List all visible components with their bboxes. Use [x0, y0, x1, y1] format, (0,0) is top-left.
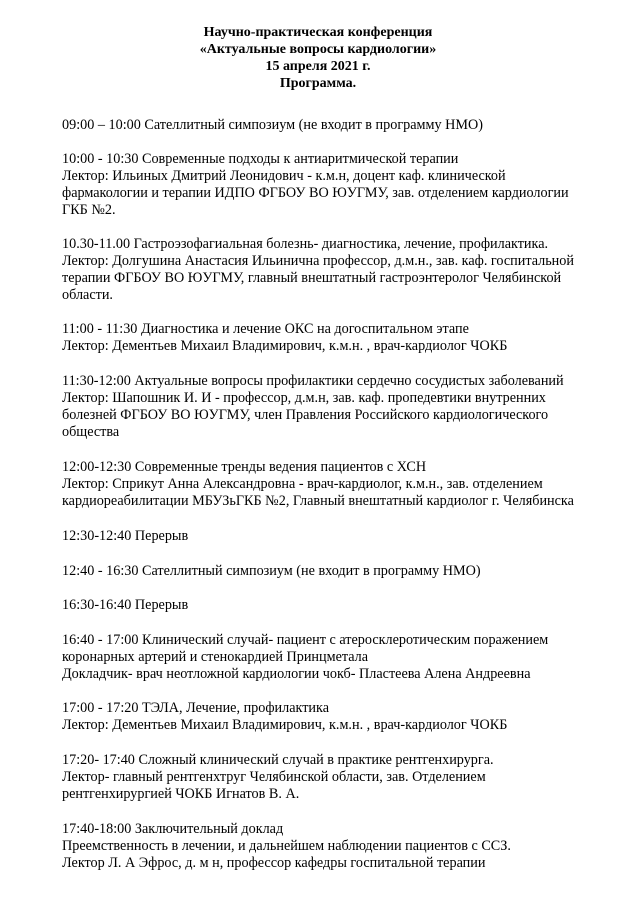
item-lecturer: Лектор: Ильиных Дмитрий Леонидович - к.м.н, доцент каф. клинической: [62, 168, 506, 184]
program-item-0900: [62, 117, 632, 134]
item-time-title: 11:00 - 11:30 Диагностика и лечение ОКС на догоспитальном этапе: [62, 321, 469, 337]
item-time-title: 09:00 – 10:00 Сателлитный симпозиум (не входит в программу НМО): [62, 117, 483, 133]
item-lecturer-cont: общества: [62, 424, 120, 440]
conference-type: Научно-практическая конференция: [203, 25, 433, 40]
conference-date: 15 апреля 2021 г.: [265, 59, 371, 74]
item-speaker: Докладчик- врач неотложной кардиологии чокб- Пластеева Алена Андреевна: [62, 666, 531, 682]
item-lecturer: Лектор: Дементьев Михаил Владимирович, к.м.н. , врач-кардиолог ЧОКБ: [62, 338, 508, 354]
program-item-1130: [62, 373, 632, 441]
item-time-title: 12:00-12:30 Современные тренды ведения пациентов с ХСН: [62, 459, 427, 475]
program-item-1630: [62, 597, 632, 614]
item-time-title: 16:40 - 17:00 Клинический случай- пациент с атеросклеротическим поражением: [62, 632, 549, 648]
item-lecturer: Лектор: Долгушина Анастасия Ильинична профессор, д.м.н., зав. каф. госпитальной: [62, 253, 574, 269]
item-lecturer-cont: рентгенхирургией ЧОКБ Игнатов В. А.: [62, 786, 300, 802]
item-time-title: 17:00 - 17:20 ТЭЛА, Лечение, профилактика: [62, 700, 329, 716]
item-lecturer-cont: фармакологии и терапии ИДПО ФГБОУ ВО ЮУГМУ, зав. отделением кардиологии: [62, 185, 569, 201]
item-lecturer-cont: области.: [62, 287, 113, 303]
program-heading: Программа.: [279, 76, 357, 91]
program-item-1240: [62, 563, 632, 580]
item-lecturer: Лектор: Шапошник И. И - профессор, д.м.н, зав. каф. пропедевтики внутренних: [62, 390, 546, 406]
program-item-1100: [62, 321, 632, 355]
item-time-title: 17:20- 17:40 Сложный клинический случай в практике рентгенхирурга.: [62, 752, 494, 768]
item-time-title: 11:30-12:00 Актуальные вопросы профилактики сердечно сосудистых заболеваний: [62, 373, 564, 389]
program-item-1030: [62, 236, 632, 304]
item-lecturer: Лектор: Дементьев Михаил Владимирович, к.м.н. , врач-кардиолог ЧОКБ: [62, 717, 508, 733]
item-lecturer: Лектор Л. А Эфрос, д. м н, профессор кафедры госпитальной терапии: [62, 855, 486, 871]
item-lecturer: Лектор: Сприкут Анна Александровна - врач-кардиолог, к.м.н., зав. отделением: [62, 476, 543, 492]
item-time-title: 16:30-16:40 Перерыв: [62, 597, 189, 613]
program-item-1640: [62, 632, 632, 683]
item-lecturer-cont: болезней ФГБОУ ВО ЮУГМУ, член Правления Российского кардиологического: [62, 407, 549, 423]
item-description: Преемственность в лечении, и дальнейшем наблюдении пациентов с ССЗ.: [62, 838, 511, 854]
item-time-title: 10.30-11.00 Гастроэзофагиальная болезнь- диагностика, лечение, профилактика.: [62, 236, 549, 252]
document-header: [0, 24, 636, 92]
program-item-1230: [62, 528, 632, 545]
conference-title: «Актуальные вопросы кардиологии»: [199, 42, 437, 57]
item-lecturer-cont: кардиореабилитации МБУЗьГКБ №2, Главный внештатный кардиолог г. Челябинска: [62, 493, 574, 509]
item-time-title: 17:40-18:00 Заключительный доклад: [62, 821, 284, 837]
program-item-1000: [62, 151, 632, 219]
program-item-1720: [62, 752, 632, 803]
item-lecturer-cont: терапии ФГБОУ ВО ЮУГМУ, главный внештатный гастроэнтеролог Челябинской: [62, 270, 562, 286]
item-time-title: 12:40 - 16:30 Сателлитный симпозиум (не входит в программу НМО): [62, 563, 481, 579]
program-item-1700: [62, 700, 632, 734]
program-item-1740: [62, 821, 632, 872]
item-time-title: 12:30-12:40 Перерыв: [62, 528, 189, 544]
item-lecturer: Лектор- главный рентгенхтруг Челябинской области, зав. Отделением: [62, 769, 486, 785]
item-title-cont: коронарных артерий и стенокардией Принцметала: [62, 649, 369, 665]
program-item-1200: [62, 459, 632, 510]
item-time-title: 10:00 - 10:30 Современные подходы к антиаритмической терапии: [62, 151, 459, 167]
item-lecturer-cont: ГКБ №2.: [62, 202, 116, 218]
